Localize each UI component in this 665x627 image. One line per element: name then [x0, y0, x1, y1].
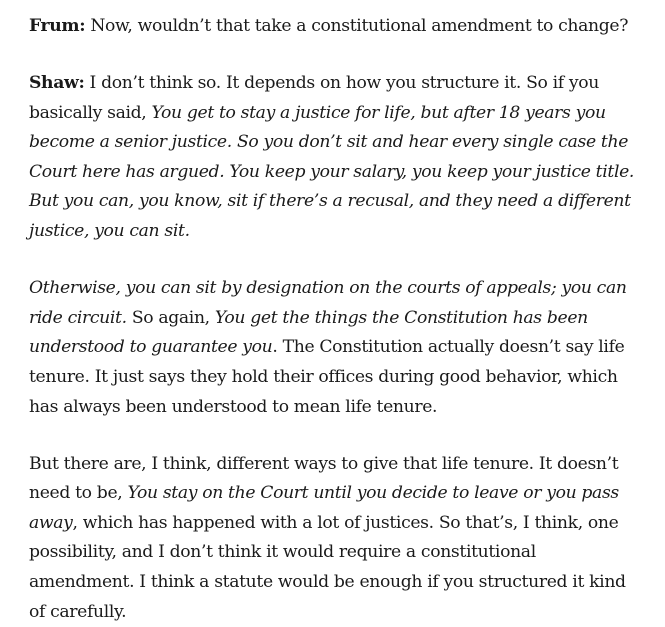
paragraph-text: But there are, I think, different ways to give that life tenure. It doesn’t need to be,: [29, 453, 619, 504]
paragraph-text: So again,: [126, 307, 215, 328]
paragraph-text: Now, wouldn’t that take a constitutional amendment to change?: [85, 16, 629, 36]
paragraph-text: , which has happened with a lot of justices. So that’s, I think, one possibility, and I don’t think it would require a constitutional amendment. I think a statute would be enough if you structured it kind of carefully.: [29, 512, 626, 622]
speaker-label: Frum:: [29, 16, 86, 36]
speaker-label: Shaw:: [29, 73, 85, 94]
italic-quote: You stay on the Court until you decide to leave or you pass away: [29, 483, 619, 533]
italic-quote: Otherwise, you can sit by designation on the courts of appeals; you can ride circuit.: [29, 278, 627, 328]
dialogue-paragraph-continued: [29, 450, 639, 627]
italic-quote: You get to stay a justice for life, but after 18 years you become a senior justice. So you don’t sit and hear every single case the Court here has argued. You keep your salary, you keep your justice title. But you can, you know, sit if there’s a recusal, and they need a different justice, you can sit.: [29, 102, 635, 242]
dialogue-paragraph-shaw: [29, 69, 639, 247]
paragraph-text: I don’t think so. It depends on how you structure it. So if you basically said,: [29, 73, 599, 123]
paragraph-text: . The Constitution actually doesn’t say life tenure. It just says they hold their offices during good behavior, which has always been understood to mean life tenure.: [29, 337, 625, 417]
dialogue-paragraph-continued: [29, 274, 639, 422]
dialogue-paragraph-frum: [29, 12, 639, 42]
italic-quote: You get the things the Constitution has been understood to guarantee you: [29, 307, 588, 358]
